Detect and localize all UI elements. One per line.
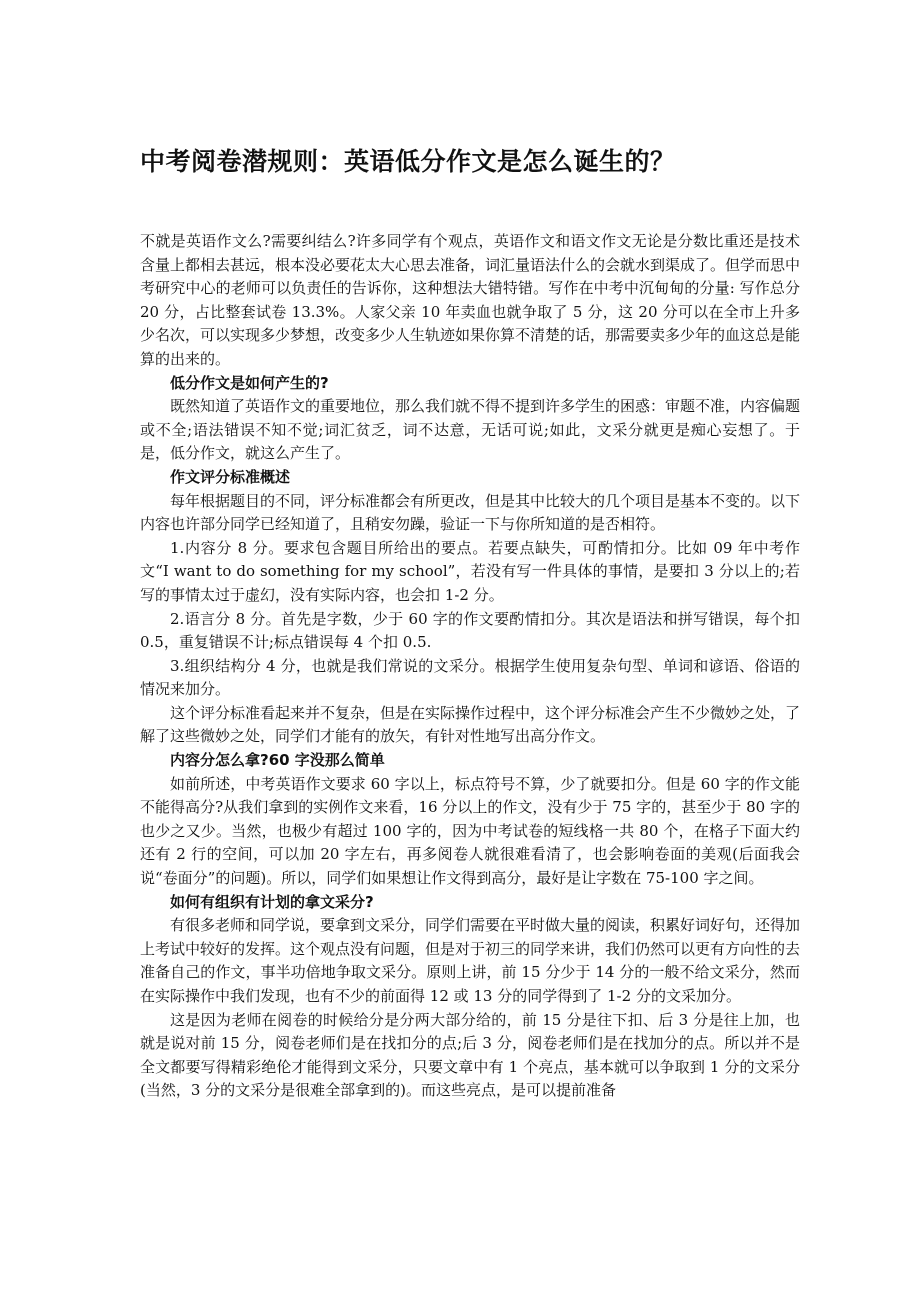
paragraph: 这是因为老师在阅卷的时候给分是分两大部分给的，前 15 分是往下扣、后 3 分是往上加，也就是说对前 15 分，阅卷老师们是在找扣分的点;后 3 分，阅卷老师们是在找加分的点。所以并不是全文都要写得精彩绝伦才能得到文采分，只要文章中有 1 个亮点，基本就可以争取到 1 分的文采分(当然，3 分的文采分是很难全部拿到的)。而这些亮点，是可以提前准备 — [140, 1010, 800, 1100]
section-heading-style-score: 如何有组织有计划的拿文采分? — [170, 892, 374, 911]
section-heading-content-score: 内容分怎么拿?60 字没那么简单 — [170, 751, 385, 770]
paragraph: 2.语言分 8 分。首先是字数，少于 60 字的作文要酌情扣分。其次是语法和拼写错误，每个扣 0.5，重复错误不计;标点错误每 4 个扣 0.5. — [140, 609, 800, 652]
section-heading-scoring-standard: 作文评分标准概述 — [170, 467, 291, 486]
section-heading-low-score: 低分作文是如何产生的? — [170, 373, 329, 392]
article-body — [140, 230, 800, 1103]
page-title: 中考阅卷潜规则：英语低分作文是怎么诞生的？ — [140, 147, 676, 176]
paragraph: 1.内容分 8 分。要求包含题目所给出的要点。若要点缺失，可酌情扣分。比如 09 年中考作文“I want to do something for my school”，若没有写一件具体的事情，是要扣 3 分以上的;若写的事情太过于虚幻，没有实际内容，也会扣 1-2 分。 — [140, 538, 800, 604]
paragraph: 每年根据题目的不同，评分标准都会有所更改，但是其中比较大的几个项目是基本不变的。以下内容也许部分同学已经知道了，且稍安勿躁，验证一下与你所知道的是否相符。 — [140, 491, 801, 534]
paragraph: 3.组织结构分 4 分，也就是我们常说的文采分。根据学生使用复杂句型、单词和谚语、俗语的情况来加分。 — [140, 656, 800, 699]
paragraph: 既然知道了英语作文的重要地位，那么我们就不得不提到许多学生的困惑：审题不准，内容偏题或不全;语法错误不知不觉;词汇贫乏，词不达意，无话可说;如此，文采分就更是痴心妄想了。于是，低分作文，就这么产生了。 — [140, 397, 801, 463]
paragraph: 有很多老师和同学说，要拿到文采分，同学们需要在平时做大量的阅读，积累好词好句，还得加上考试中较好的发挥。这个观点没有问题，但是对于初三的同学来讲，我们仍然可以更有方向性的去准备自己的作文，事半功倍地争取文采分。原则上讲，前 15 分少于 14 分的一般不给文采分，然而在实际操作中我们发现，也有不少的前面得 12 或 13 分的同学得到了 1-2 分的文采加分。 — [140, 916, 801, 1005]
intro-paragraph: 不就是英语作文么?需要纠结么?许多同学有个观点，英语作文和语文作文无论是分数比重还是技术含量上都相去甚远，根本没必要花太大心思去准备，词汇量语法什么的会就水到渠成了。但学而思中考研究中心的老师可以负责任的告诉你，这种想法大错特错。写作在中考中沉甸甸的分量: 写作总分 20 分，占比整套试卷 13.3%。人家父亲 10 年卖血也就争取了 5 分，这 20 分可以在全市上升多少名次，可以实现多少梦想，改变多少人生轨迹如果你算不清楚的话，那需要卖多少年的血这总是能算的出来的。 — [140, 232, 801, 368]
paragraph: 如前所述，中考英语作文要求 60 字以上，标点符号不算，少了就要扣分。但是 60 字的作文能不能得高分?从我们拿到的实例作文来看，16 分以上的作文，没有少于 75 字的，甚至少于 80 字的也少之又少。当然，也极少有超过 100 字的，因为中考试卷的短线格一共 80 个，在格子下面大约还有 2 行的空间，可以加 20 字左右，再多阅卷人就很难看清了，也会影响卷面的美观(后面我会说“卷面分”的问题)。所以，同学们如果想让作文得到高分，最好是让字数在 75-100 字之间。 — [140, 774, 800, 888]
paragraph: 这个评分标准看起来并不复杂，但是在实际操作过程中，这个评分标准会产生不少微妙之处，了解了这些微妙之处，同学们才能有的放矢，有针对性地写出高分作文。 — [140, 703, 801, 746]
